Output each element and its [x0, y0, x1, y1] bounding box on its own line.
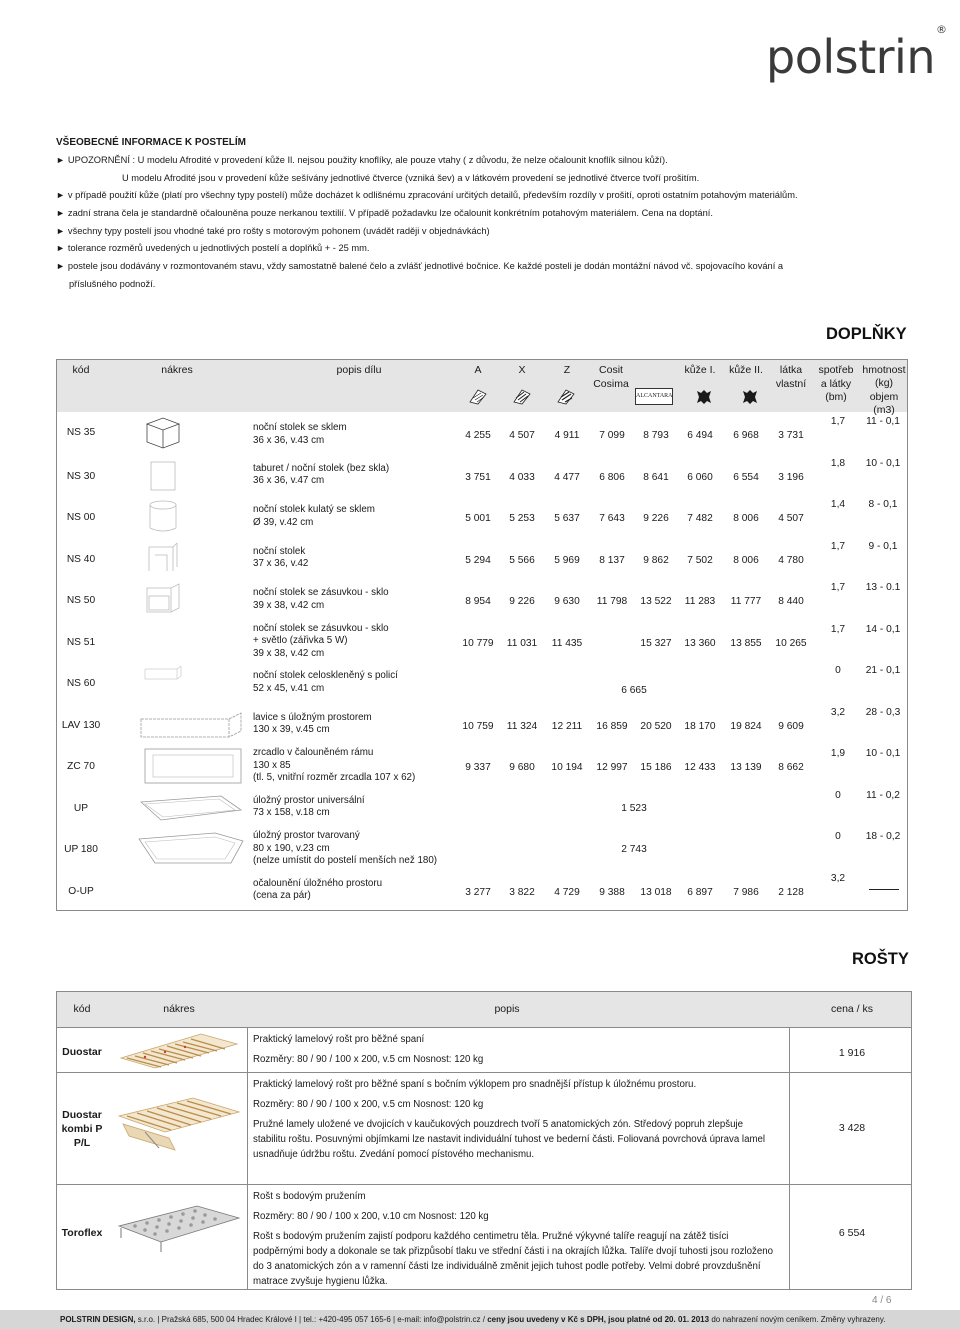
row-code: O-UP — [68, 885, 94, 897]
col-spotreba: spotřeb a látky (bm) — [818, 364, 854, 404]
col-latka: látka vlastní — [775, 364, 807, 390]
price: 9 630 — [554, 596, 580, 607]
price: 8 954 — [465, 596, 491, 607]
col-kod: kód — [72, 364, 90, 376]
price: 9 337 — [465, 762, 491, 773]
table-row — [57, 1186, 911, 1291]
row-code: UP — [73, 802, 89, 814]
price: 11 798 — [596, 596, 628, 607]
row-code: NS 51 — [66, 636, 96, 648]
price: 3 731 — [778, 430, 804, 441]
price: 12 997 — [596, 762, 628, 773]
info-item: příslušného podnoží. — [69, 278, 156, 289]
price: 8 137 — [599, 554, 625, 566]
hmotnost: 28 - 0,3 — [865, 706, 901, 718]
price: 2 743 — [621, 844, 647, 855]
fabric-swatch-icon — [513, 388, 531, 405]
price: 13 018 — [640, 886, 672, 898]
price: 3 196 — [778, 471, 804, 483]
row-desc: očalounění úložného prostoru (cena za pár) — [253, 877, 383, 902]
price: 18 170 — [684, 720, 716, 732]
info-item: ► UPOZORNĚNÍ : U modelu Afrodité v provedení kůže Il. nejsou použity knoflíky, ale pouze vtahy ( z důvodu, že nelze očalounit knoflík silnou kůží). — [56, 155, 668, 165]
price: 10 194 — [551, 762, 583, 773]
nightstand-drawing — [143, 541, 183, 575]
tilting-slatted-base-drawing — [115, 1094, 243, 1154]
row-code: NS 50 — [66, 595, 96, 606]
col-kuze1: kůže I. — [684, 364, 716, 376]
price: 13 139 — [730, 762, 762, 773]
hmotnost: 10 - 0,1 — [865, 457, 901, 469]
col-a: A — [474, 364, 482, 376]
price: 8 641 — [643, 471, 669, 483]
round-nightstand-drawing — [143, 499, 183, 533]
table-header — [57, 992, 911, 1028]
price: 11 435 — [551, 637, 583, 649]
spotreba: 0 — [835, 831, 841, 842]
price: 4 033 — [509, 471, 535, 483]
price: 20 520 — [640, 720, 672, 732]
leather-hide-icon — [695, 388, 713, 405]
price: 9 226 — [643, 513, 669, 524]
price: 13 855 — [730, 637, 762, 649]
info-item: ► tolerance rozměrů uvedených u jednotlivých postelí a doplňků + - 25 mm. — [56, 243, 370, 254]
table-row — [57, 744, 907, 786]
hmotnost: 21 - 0,1 — [865, 665, 901, 676]
row-desc: noční stolek se zásuvkou - sklo 39 x 38, v.42 cm — [253, 587, 389, 611]
price: 6 060 — [687, 471, 713, 483]
price: 6 897 — [687, 886, 713, 898]
doplnky-table — [56, 359, 908, 911]
alcantara-logo: ALCANTARA — [635, 388, 673, 405]
glass-nightstand-drawing — [143, 665, 183, 699]
price: 6 554 — [838, 1227, 866, 1239]
info-item: U modelu Afrodité jsou v provedení kůže sešívány jednotlivé čtverce (vzniká šev) a v látkovém provedení se jednotlivé čtverce tvoří prošitím. — [122, 172, 700, 183]
info-item: ► všechny typy postelí jsou vhodné také pro rošty s motorovým pohonem (uvádět raději v objednávkách) — [56, 225, 490, 236]
hmotnost: 11 - 0,2 — [866, 789, 900, 801]
price: 12 211 — [551, 720, 583, 732]
price: 1 916 — [838, 1047, 866, 1059]
price: 4 780 — [778, 554, 804, 566]
price: 3 428 — [838, 1122, 866, 1134]
table-row — [57, 661, 907, 703]
row-desc: taburet / noční stolek (bez skla) 36 x 36, v.47 cm — [253, 462, 390, 487]
fabric-swatch-icon — [557, 388, 575, 405]
row-code: Duostar kombi P P/L — [61, 1109, 103, 1150]
point-spring-base-drawing — [115, 1202, 243, 1256]
price: 3 822 — [509, 886, 535, 898]
shaped-storage-drawing — [135, 829, 247, 867]
empty-value-dash — [869, 889, 899, 890]
row-desc: noční stolek se sklem 36 x 36, v.43 cm — [253, 422, 347, 446]
spotreba: 1,4 — [830, 499, 846, 510]
col-kuze2: kůže II. — [729, 364, 763, 376]
price: 7 502 — [687, 554, 713, 566]
col-popis: popis — [494, 1003, 520, 1015]
price: 15 186 — [640, 762, 672, 773]
info-item: ► postele jsou dodávány v rozmontovaném stavu, vždy samostatně balené čelo a zvlášť jednotlivé bočnice. Ke každé posteli je dodán montážní návod vč. spojovacího kování a — [56, 260, 784, 271]
row-code: LAV 130 — [61, 719, 101, 731]
general-info — [56, 133, 916, 293]
price: 4 255 — [465, 430, 491, 441]
hmotnost: 8 - 0,1 — [868, 499, 898, 510]
price: 7 099 — [599, 430, 625, 441]
spotreba: 1,7 — [830, 416, 846, 427]
price: 5 001 — [465, 513, 491, 524]
slatted-base-drawing — [115, 1030, 243, 1070]
price: 16 859 — [596, 720, 628, 732]
price: 1 523 — [621, 802, 647, 814]
col-z: Z — [563, 364, 571, 376]
spotreba: 3,2 — [830, 872, 846, 884]
price: 2 128 — [778, 886, 804, 898]
price: 5 294 — [465, 554, 491, 566]
rosty-table — [56, 991, 912, 1290]
price: 11 283 — [684, 596, 716, 607]
price: 11 777 — [730, 596, 762, 607]
table-row — [57, 620, 907, 662]
spotreba: 1,8 — [830, 457, 846, 469]
price: 8 006 — [733, 554, 759, 566]
price: 12 433 — [684, 762, 716, 773]
hmotnost: 10 - 0,1 — [865, 748, 901, 759]
col-hmotnost: hmotnost (kg) objem (m3) — [862, 364, 906, 417]
table-header — [57, 360, 907, 417]
price: 4 911 — [554, 430, 580, 441]
hmotnost: 18 - 0,2 — [865, 831, 901, 842]
price: 13 360 — [684, 637, 716, 649]
hmotnost: 14 - 0,1 — [865, 623, 901, 635]
nightstand-glass-drawing — [143, 416, 183, 450]
table-row — [57, 869, 907, 911]
col-cosit: Cosit Cosima — [593, 364, 629, 390]
spotreba: 1,7 — [830, 582, 846, 593]
row-code: NS 40 — [66, 553, 96, 565]
price: 11 031 — [506, 637, 538, 649]
row-code: NS 60 — [66, 678, 96, 689]
row-desc: Praktický lamelový rošt pro běžné spaní s bočním výklopem pro snadnější přístup k úložnému prostoru. Rozměry: 80 / 90 / 100 x 200, v.5 cm Nosnost: 120 kg Pružné lamely uložené ve dvojicích v kaučukových pouzdrech tvoří 5 anatomických zón. Středový popruh zlepšuje stabilitu roštu. Posuvnými objímkami lze nastavit individuální tuhost ve bederní části. Foliovaná povrchová úprava lamel usnadňuje údržbu roštu. Zvedání pomocí pístového mechanismu. — [253, 1079, 766, 1161]
price: 3 277 — [465, 886, 491, 898]
table-row — [57, 827, 907, 869]
price: 6 665 — [621, 685, 647, 696]
row-desc: úložný prostor universální 73 x 158, v.18 cm — [253, 794, 365, 819]
col-x: X — [518, 364, 526, 376]
price: 7 482 — [687, 513, 713, 524]
price: 6 968 — [733, 430, 759, 441]
col-popis: popis dílu — [336, 364, 382, 376]
row-desc: zrcadlo v čalouněném rámu 130 x 85 (tl. 5, vnitřní rozměr zrcadla 107 x 62) — [253, 747, 416, 784]
price: 6 494 — [687, 430, 713, 441]
table-row — [57, 495, 907, 537]
price: 10 265 — [775, 637, 807, 649]
row-code: Toroflex — [61, 1227, 103, 1239]
spotreba: 0 — [835, 665, 841, 676]
row-desc: Rošt s bodovým pružením Rozměry: 80 / 90 / 100 x 200, v.10 cm Nosnost: 120 kg Rošt s bodovým pružením zajistí podporu každého centimetru těla. Pružné výkyvné talíře reagují na zátěž tisíci podpěrnými body a dokonale se tak přizpůsobí tlaku ve střední části i na okrajích lůžka. Talíře dvojí tuhosti jsou rozloženo do 3 anatomických zón a v ramenní části lze individuálně změnit jejich tuhost podle potřeby. Velmi dobré provzdušnění matrace zvyšuje hygienu lůžka. — [253, 1191, 774, 1288]
fabric-swatch-icon — [469, 388, 487, 405]
row-desc: úložný prostor tvarovaný 80 x 190, v.23 cm (nelze umístit do postelí menších než 180) — [253, 830, 438, 867]
storage-box-drawing — [135, 792, 247, 826]
spotreba: 0 — [835, 789, 841, 801]
col-nakres: nákres — [161, 364, 193, 376]
hmotnost: 11 - 0,1 — [866, 416, 900, 427]
price: 4 507 — [778, 513, 804, 524]
table-row — [57, 454, 907, 496]
row-code: ZC 70 — [67, 761, 95, 772]
leather-hide-icon — [741, 388, 759, 405]
price: 3 751 — [465, 471, 491, 483]
price: 8 662 — [778, 762, 804, 773]
price: 9 862 — [643, 554, 669, 566]
price: 5 637 — [554, 513, 580, 524]
bench-drawing — [137, 711, 245, 741]
price: 9 609 — [778, 720, 804, 732]
price: 5 969 — [554, 554, 580, 566]
price: 10 779 — [462, 637, 494, 649]
row-desc: noční stolek kulatý se sklem Ø 39, v.42 cm — [253, 504, 375, 528]
footer: POLSTRIN DESIGN, s.r.o. | Pražská 685, 500 04 Hradec Králové I | tel.: +420-495 057 165-6 | e-mail: info@polstrin.cz / ceny jsou uvedeny v Kč s DPH, jsou platné od 20. 01. 2013 do nahrazení novým ceníkem. Změny vyhrazeny. — [0, 1310, 960, 1329]
price: 7 986 — [733, 886, 759, 898]
nightstand-drawer-drawing — [143, 582, 183, 616]
price: 15 327 — [640, 637, 672, 649]
row-desc: lavice s úložným prostorem 130 x 39, v.45 cm — [253, 711, 372, 736]
price: 9 680 — [509, 762, 535, 773]
row-code: Duostar — [62, 1046, 102, 1058]
table-row — [57, 1074, 911, 1185]
price: 8 793 — [643, 430, 669, 441]
table-row — [57, 578, 907, 620]
info-item: ► zadní strana čela je standardně očalouněna pouze nerkanou textilií. V případě požadavku lze očalounit konkrétním potahovým materiálem. Cena na doptání. — [56, 207, 713, 218]
hmotnost: 9 - 0,1 — [868, 540, 898, 552]
section-title-doplnky: DOPLŇKY — [826, 325, 907, 343]
hmotnost: 13 - 0.1 — [865, 582, 901, 593]
price: 8 006 — [733, 513, 759, 524]
price: 13 522 — [640, 596, 672, 607]
brand-logo: polstrin® — [766, 22, 947, 84]
price: 5 566 — [509, 554, 535, 566]
row-code: NS 35 — [66, 427, 96, 438]
col-kod: kód — [73, 1003, 91, 1015]
spotreba: 3,2 — [830, 706, 846, 718]
spotreba: 1,7 — [830, 623, 846, 635]
price: 6 806 — [599, 471, 625, 483]
price: 4 477 — [554, 471, 580, 483]
table-row — [57, 786, 907, 828]
section-title-rosty: ROŠTY — [852, 950, 909, 968]
row-code: NS 00 — [66, 512, 96, 523]
price: 10 759 — [462, 720, 494, 732]
col-cena: cena / ks — [830, 1003, 874, 1015]
row-code: NS 30 — [66, 470, 96, 482]
row-code: UP 180 — [64, 844, 98, 855]
row-desc: noční stolek 37 x 36, v.42 — [253, 545, 309, 570]
price: 9 388 — [599, 886, 625, 898]
price: 4 729 — [554, 886, 580, 898]
col-nakres: nákres — [163, 1003, 195, 1015]
spotreba: 1,9 — [830, 748, 846, 759]
price: 6 554 — [733, 471, 759, 483]
table-row — [57, 1028, 911, 1073]
info-item: ► v případě použití kůže (platí pro všechny typy postelí) může docházet k odlišnému zpracování určitých detailů, především rozdíly v prošití, oproti ostatním potahovým materiálům. — [56, 190, 798, 201]
price: 5 253 — [509, 513, 535, 524]
table-row — [57, 412, 907, 454]
taburet-drawing — [143, 458, 183, 492]
page-number: 4 / 6 — [872, 1295, 892, 1306]
spotreba: 1,7 — [830, 540, 846, 552]
info-heading: VŠEOBECNÉ INFORMACE K POSTELÍM — [56, 137, 247, 148]
row-desc: noční stolek se zásuvkou - sklo + světlo (zářivka 5 W) 39 x 38, v.42 cm — [253, 622, 389, 659]
row-desc: noční stolek celoskleněný s policí 52 x 45, v.41 cm — [253, 670, 398, 694]
table-row — [57, 537, 907, 579]
table-row — [57, 703, 907, 745]
price: 8 440 — [778, 596, 804, 607]
price: 9 226 — [509, 596, 535, 607]
price: 19 824 — [730, 720, 762, 732]
price: 7 643 — [599, 513, 625, 524]
row-desc: Praktický lamelový rošt pro běžné spaní Rozměry: 80 / 90 / 100 x 200, v.5 cm Nosnost: 120 kg — [253, 1034, 484, 1066]
price: 11 324 — [506, 720, 538, 732]
price: 4 507 — [509, 430, 535, 441]
mirror-frame-drawing — [141, 747, 247, 785]
